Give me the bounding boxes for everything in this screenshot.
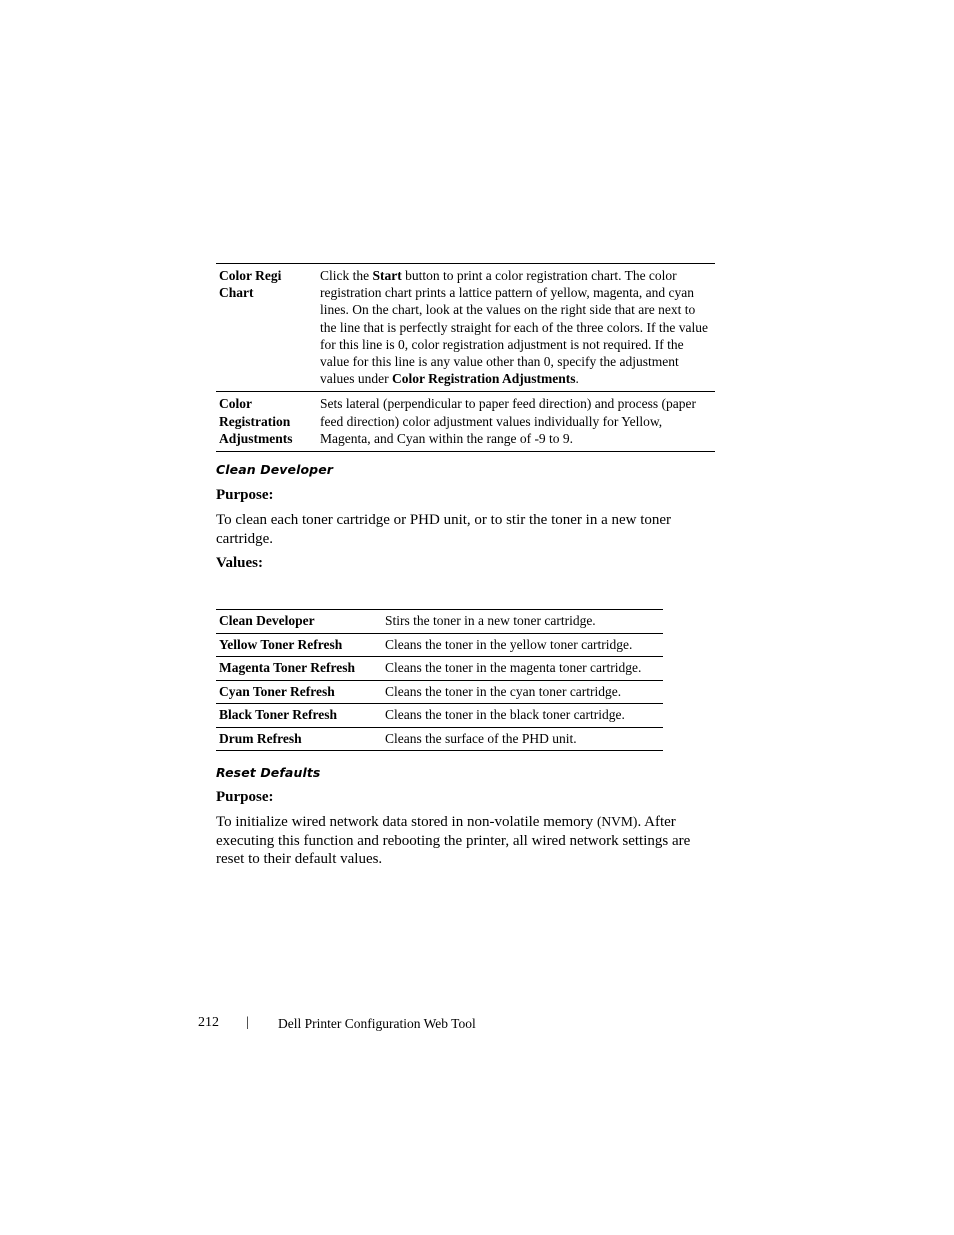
desc-text: Sets lateral (perpendicular to paper feed direction) and process (paper feed direction) color adjustment values individually for Yellow, Magenta, and Cyan within the range of -9 to 9. xyxy=(320,396,696,446)
term-line: Chart xyxy=(219,285,254,301)
value-name: Cyan Toner Refresh xyxy=(219,683,335,699)
value-name: Magenta Toner Refresh xyxy=(219,660,355,676)
desc-text: Click the xyxy=(320,268,373,283)
table-row xyxy=(216,610,663,634)
value-description: Stirs the toner in a new toner cartridge. xyxy=(385,613,596,629)
values-label: Values: xyxy=(216,555,263,571)
setting-term xyxy=(216,267,320,387)
table-row xyxy=(216,728,663,752)
value-name: Drum Refresh xyxy=(219,730,302,746)
values-table xyxy=(216,609,663,751)
value-description: Cleans the toner in the magenta toner cartridge. xyxy=(385,660,642,676)
start-keyword: Start xyxy=(372,268,402,283)
desc-text: . xyxy=(575,371,579,387)
purpose-text-part: . After executing this function and rebooting the printer, all wired network settings are reset to their default values. xyxy=(216,814,691,867)
purpose-text xyxy=(216,813,712,869)
value-name: Black Toner Refresh xyxy=(219,707,338,723)
value-name: Yellow Toner Refresh xyxy=(219,636,343,652)
purpose-label: Purpose: xyxy=(216,789,274,805)
nvm-abbreviation: (NVM) xyxy=(596,814,638,829)
setting-description xyxy=(320,395,712,447)
table-row xyxy=(216,392,715,452)
color-registration-adjustments-keyword: Color Registration Adjustments xyxy=(391,371,576,387)
term-line: Color Regi xyxy=(219,268,282,283)
value-description: Cleans the toner in the black toner cartridge. xyxy=(385,707,625,723)
value-description: Cleans the toner in the yellow toner cartridge. xyxy=(385,636,633,652)
section-heading-clean-developer: Clean Developer xyxy=(216,462,334,477)
term-line: Color xyxy=(219,396,252,412)
table-row xyxy=(216,634,663,658)
term-line: Registration xyxy=(219,413,291,429)
desc-text: button to print a color registration chart. The color registration chart prints a lattice pattern of yellow, magenta, and cyan lines. On the chart, look at the values on the right side that are next to the line that is perfectly straight for each of the three colors. If the value for this line is 0, color registration adjustment is not required. If the value for this line is any value other than 0, specify the adjustment values under xyxy=(320,268,708,387)
footer-separator: | xyxy=(246,1015,249,1030)
table-row xyxy=(216,681,663,705)
value-name: Clean Developer xyxy=(219,613,315,629)
section-heading-reset-defaults: Reset Defaults xyxy=(216,765,321,780)
purpose-text: To clean each toner cartridge or PHD unit, or to stir the toner in a new toner cartridge. xyxy=(216,512,672,547)
page-number: 212 xyxy=(198,1015,219,1030)
purpose-label: Purpose: xyxy=(216,487,274,503)
value-description: Cleans the surface of the PHD unit. xyxy=(385,730,577,746)
footer-title: Dell Printer Configuration Web Tool xyxy=(278,1016,476,1031)
table-row xyxy=(216,657,663,681)
table-row xyxy=(216,264,715,392)
value-description: Cleans the toner in the cyan toner cartridge. xyxy=(385,683,622,699)
term-line: Adjustments xyxy=(219,430,293,446)
table-row xyxy=(216,704,663,728)
setting-description xyxy=(320,267,712,387)
purpose-text-part: To initialize wired network data stored in non-volatile memory xyxy=(216,814,597,830)
setting-term xyxy=(216,395,320,447)
settings-table xyxy=(216,263,715,452)
